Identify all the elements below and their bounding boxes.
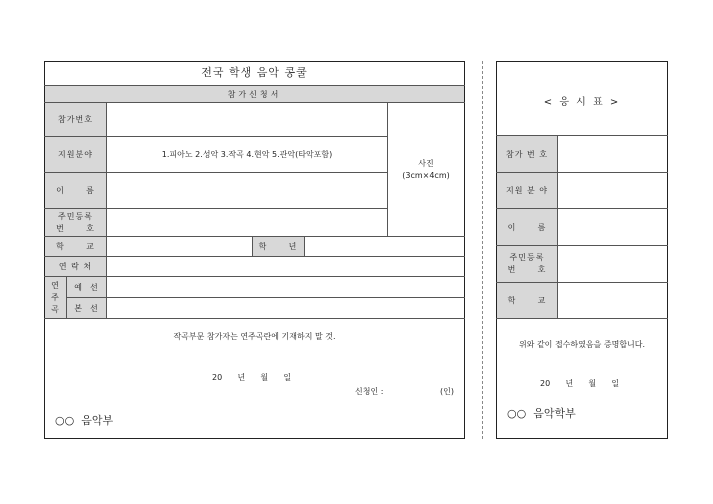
ticket-date: 20 년 월 일 xyxy=(540,379,620,388)
form-subtitle: 참가신청서 xyxy=(227,90,282,99)
preliminary-piece-field[interactable] xyxy=(107,277,464,297)
category-options[interactable]: 1.피아노 2.성악 3.작곡 4.현악 5.관악(타악포함) xyxy=(161,150,333,159)
ticket-label-resident-line2: 번 호 xyxy=(507,265,547,274)
label-piece-line2: 주 xyxy=(51,292,60,302)
school-field[interactable] xyxy=(107,237,252,256)
ticket-entry-number-field[interactable] xyxy=(558,136,667,172)
ticket-organization: ○○ 음악학부 xyxy=(507,407,576,420)
application-date: 20 년 월 일 xyxy=(212,373,292,382)
label-contact: 연 락 처 xyxy=(58,262,93,271)
photo-size: (3cm×4cm) xyxy=(402,170,450,180)
label-resident-number-line2: 번 호 xyxy=(56,223,95,233)
seal-label: (인) xyxy=(440,387,454,396)
entry-number-field[interactable] xyxy=(107,103,387,136)
label-category: 지원분야 xyxy=(58,150,93,159)
ticket-name-field[interactable] xyxy=(558,209,667,245)
ticket-label-resident-line1: 주민등록 xyxy=(509,253,545,262)
label-preliminary: 예 선 xyxy=(74,282,99,292)
ticket-label-school: 학 교 xyxy=(507,296,547,305)
label-resident-number-line1: 주민등록 xyxy=(58,211,93,221)
ticket-resident-number-field[interactable] xyxy=(558,246,667,282)
final-piece-field[interactable] xyxy=(107,298,464,318)
ticket-category-field[interactable] xyxy=(558,173,667,208)
grade-field[interactable] xyxy=(305,237,464,256)
label-piece-line1: 연 xyxy=(51,280,60,290)
resident-number-field[interactable] xyxy=(107,209,387,236)
label-name: 이 름 xyxy=(56,186,95,195)
ticket-label-resident-number xyxy=(497,246,557,282)
photo-label: 사진 xyxy=(418,158,434,168)
label-school: 학 교 xyxy=(56,242,95,251)
cut-line xyxy=(482,61,483,439)
form-title: 전국 학생 음악 콩쿨 xyxy=(201,66,308,79)
label-resident-number xyxy=(45,209,106,236)
name-field[interactable] xyxy=(107,173,387,208)
label-piece-line3: 곡 xyxy=(51,304,60,314)
ticket-label-name: 이 름 xyxy=(507,222,547,232)
ticket-label-category: 지원 분 야 xyxy=(506,186,548,195)
composition-note: 작곡부문 참가자는 연주곡란에 기재하지 말 것. xyxy=(173,332,336,341)
photo-box[interactable] xyxy=(388,103,464,236)
label-final: 본 선 xyxy=(74,303,99,313)
label-grade: 학 년 xyxy=(258,242,298,251)
ticket-label-entry-number: 참가 번 호 xyxy=(506,149,548,159)
ticket-title: < 응 시 표 > xyxy=(543,97,621,108)
ticket-school-field[interactable] xyxy=(558,283,667,318)
label-piece-group xyxy=(45,277,66,318)
label-entry-number: 참가번호 xyxy=(58,115,93,124)
application-organization: ○○ 음악부 xyxy=(55,414,114,427)
applicant-label: 신청인 : xyxy=(355,387,384,396)
ticket-confirmation: 위와 같이 접수하였음을 증명합니다. xyxy=(518,340,646,349)
contact-field[interactable] xyxy=(107,257,464,276)
